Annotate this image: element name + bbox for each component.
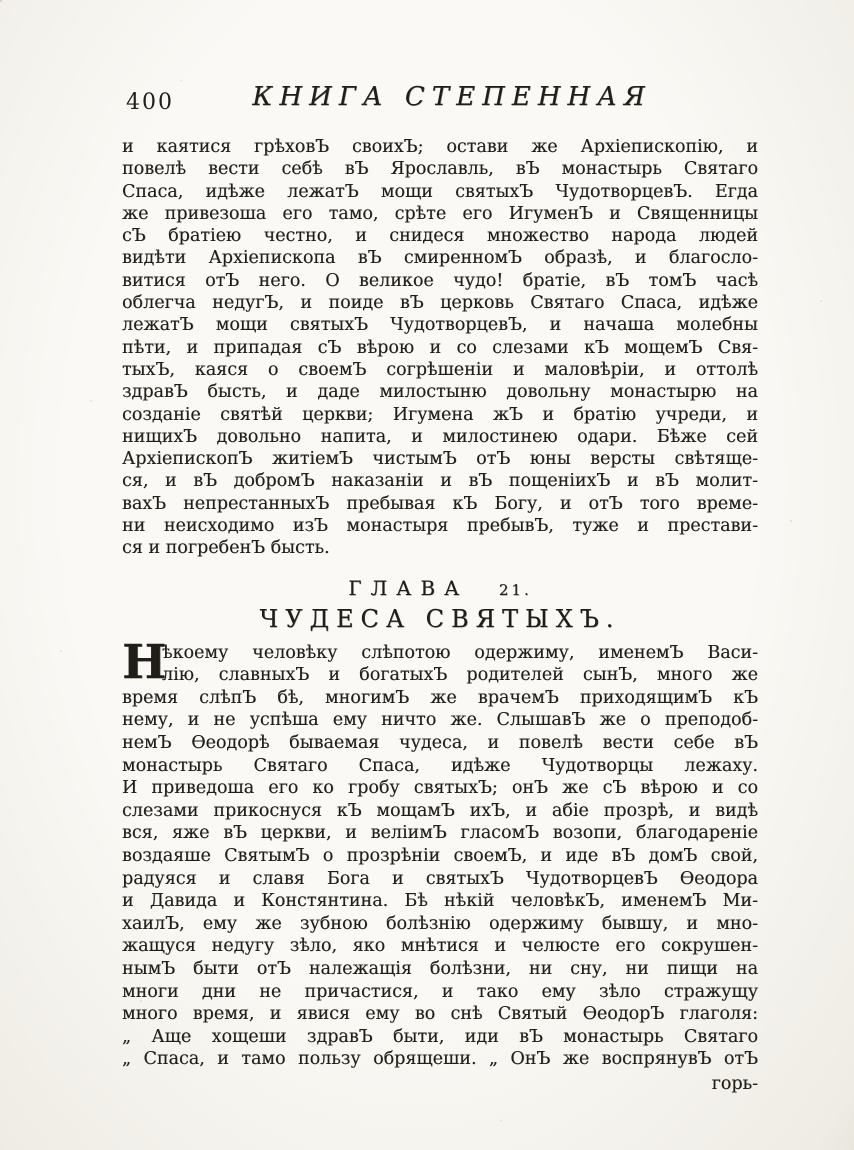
running-title: КНИГА СТЕПЕННАЯ (252, 82, 652, 112)
drop-cap-letter: Н (122, 634, 167, 690)
text-line: вахЪ непрестанныхЪ пребывая кЪ Богу, и отЪ того време- (122, 493, 758, 514)
text-line: ни неисходимо изЪ монастыря пребывЪ, туже и престави- (122, 516, 758, 537)
text-line: вся, яже вЪ церкви, и веліимЪ гласомЪ возопи, благодареніе (122, 823, 758, 844)
text-line: повелѣ вести себѣ вЪ Ярославль, вЪ монастырь Святаго (122, 159, 758, 180)
text-line: воздаяше СвятымЪ о прозрѣніи своемЪ, и иде вЪ домЪ свой, (122, 845, 758, 866)
text-block (122, 136, 758, 1071)
text-line: созданіе святѣй церкви; Игумена жЪ и братію учреди, и (122, 404, 758, 425)
page-number: 400 (126, 90, 174, 115)
text-line: лежатЪ мощи святыхЪ ЧудотворцевЪ, и начаша молебны (122, 315, 758, 336)
text-line: жащуся недугу зѣло, яко мнѣтися и челюсте его сокрушен- (122, 936, 758, 957)
text-line: нему, и не успѣша ему ничто же. СлышавЪ же о преподоб- (122, 710, 758, 731)
text-line: тыхЪ, каяся о своемЪ согрѣшеніи и маловѣріи, и оттолѣ (122, 359, 758, 380)
text-line: многи дни не причастися, и тако ему зѣло стражущу (122, 981, 758, 1002)
paragraph-1 (122, 136, 758, 560)
chapter-label: ГЛАВА (348, 575, 469, 600)
text-line: витися отЪ него. О великое чудо! братіе, вЪ томЪ часѣ (122, 270, 758, 291)
text-line: хаилЪ, ему же зубною болѣзнію одержиму бывшу, и мно- (122, 913, 758, 934)
text-line: время слѣпЪ бѣ, многимЪ же врачемЪ приходящимЪ кЪ (122, 687, 758, 708)
chapter-title: ЧУДЕСА СВЯТЫХЪ. (259, 604, 621, 633)
text-line: Спаса, идѣже лежатЪ мощи святыхЪ ЧудотворцевЪ. Егда (122, 181, 758, 202)
text-line: видѣти Архіепископа вЪ смиренномЪ образѣ, и благосло- (122, 248, 758, 269)
text-line: „ Спаса, и тамо пользу обрящеши. „ ОнЪ же воспрянувЪ отЪ (122, 1049, 758, 1070)
text-line: и Давида и Констянтина. Бѣ нѣкій человѣкЪ, именемЪ Ми- (122, 891, 758, 912)
text-line: нымЪ быти отЪ належащія болѣзни, ни сну, ни пищи на (122, 958, 758, 979)
text-line: сЪ братіею честно, и снидеся множество народа людей (122, 226, 758, 247)
text-line: немЪ Ѳеодорѣ бываемая чудеса, и повелѣ вести себе вЪ (122, 733, 758, 754)
text-line: облегча недугЪ, и поиде вЪ церковь Святаго Спаса, идѣже (122, 293, 758, 314)
text-line: же привезоша его тамо, срѣте его ИгуменЪ и Священницы (122, 203, 758, 224)
text-line: нищихЪ довольно напита, и милостинею одари. Бѣже сей (122, 426, 758, 447)
text-line: радуяся и славя Бога и святыхЪ ЧудотворцевЪ Ѳеодора (122, 868, 758, 889)
chapter-heading (122, 576, 758, 600)
catchword: горь- (711, 1074, 758, 1094)
text-line: ся, и вЪ добромЪ наказаніи и вЪ пощеніихЪ и вЪ молит- (122, 471, 758, 492)
text-line: пѣти, и припадая сЪ вѣрою и со слезами кЪ мощемЪ Свя- (122, 337, 758, 358)
text-line: здравЪ бысть, и даде милостыню довольну монастырю на (122, 382, 758, 403)
text-line: и каятися грѣховЪ своихЪ; остави же Архіепископію, и (122, 137, 758, 157)
text-line: монастырь Святаго Спаса, идѣже Чудотворцы лежаху. (122, 755, 758, 776)
text-line: „ Аще хощеши здравЪ быти, иди вЪ монастырь Святаго (122, 1026, 758, 1047)
text-line: ся и погребенЪ бысть. (122, 538, 330, 559)
text-line: слезами прикоснуся кЪ мощамЪ ихЪ, и абіе прозрѣ, и видѣ (122, 800, 758, 821)
text-line: АрхіепископЪ житіемЪ чистымЪ отЪ юны версты свѣтяще- (122, 449, 758, 470)
text-line: И приведоша его ко гробу святыхЪ; онЪ же сЪ вѣрою и со (122, 778, 758, 799)
paragraph-2 (122, 634, 758, 1071)
text-line: лію, славныхЪ и богатыхЪ родителей сынЪ, много же (162, 665, 758, 686)
chapter-number: 21. (498, 580, 532, 599)
text-line: много время, и явися ему во снѣ Святый ѲеодорЪ глаголя: (122, 1004, 758, 1025)
text-line: ѣкоему человѣку слѣпотою одержиму, именемЪ Васи- (162, 642, 758, 663)
